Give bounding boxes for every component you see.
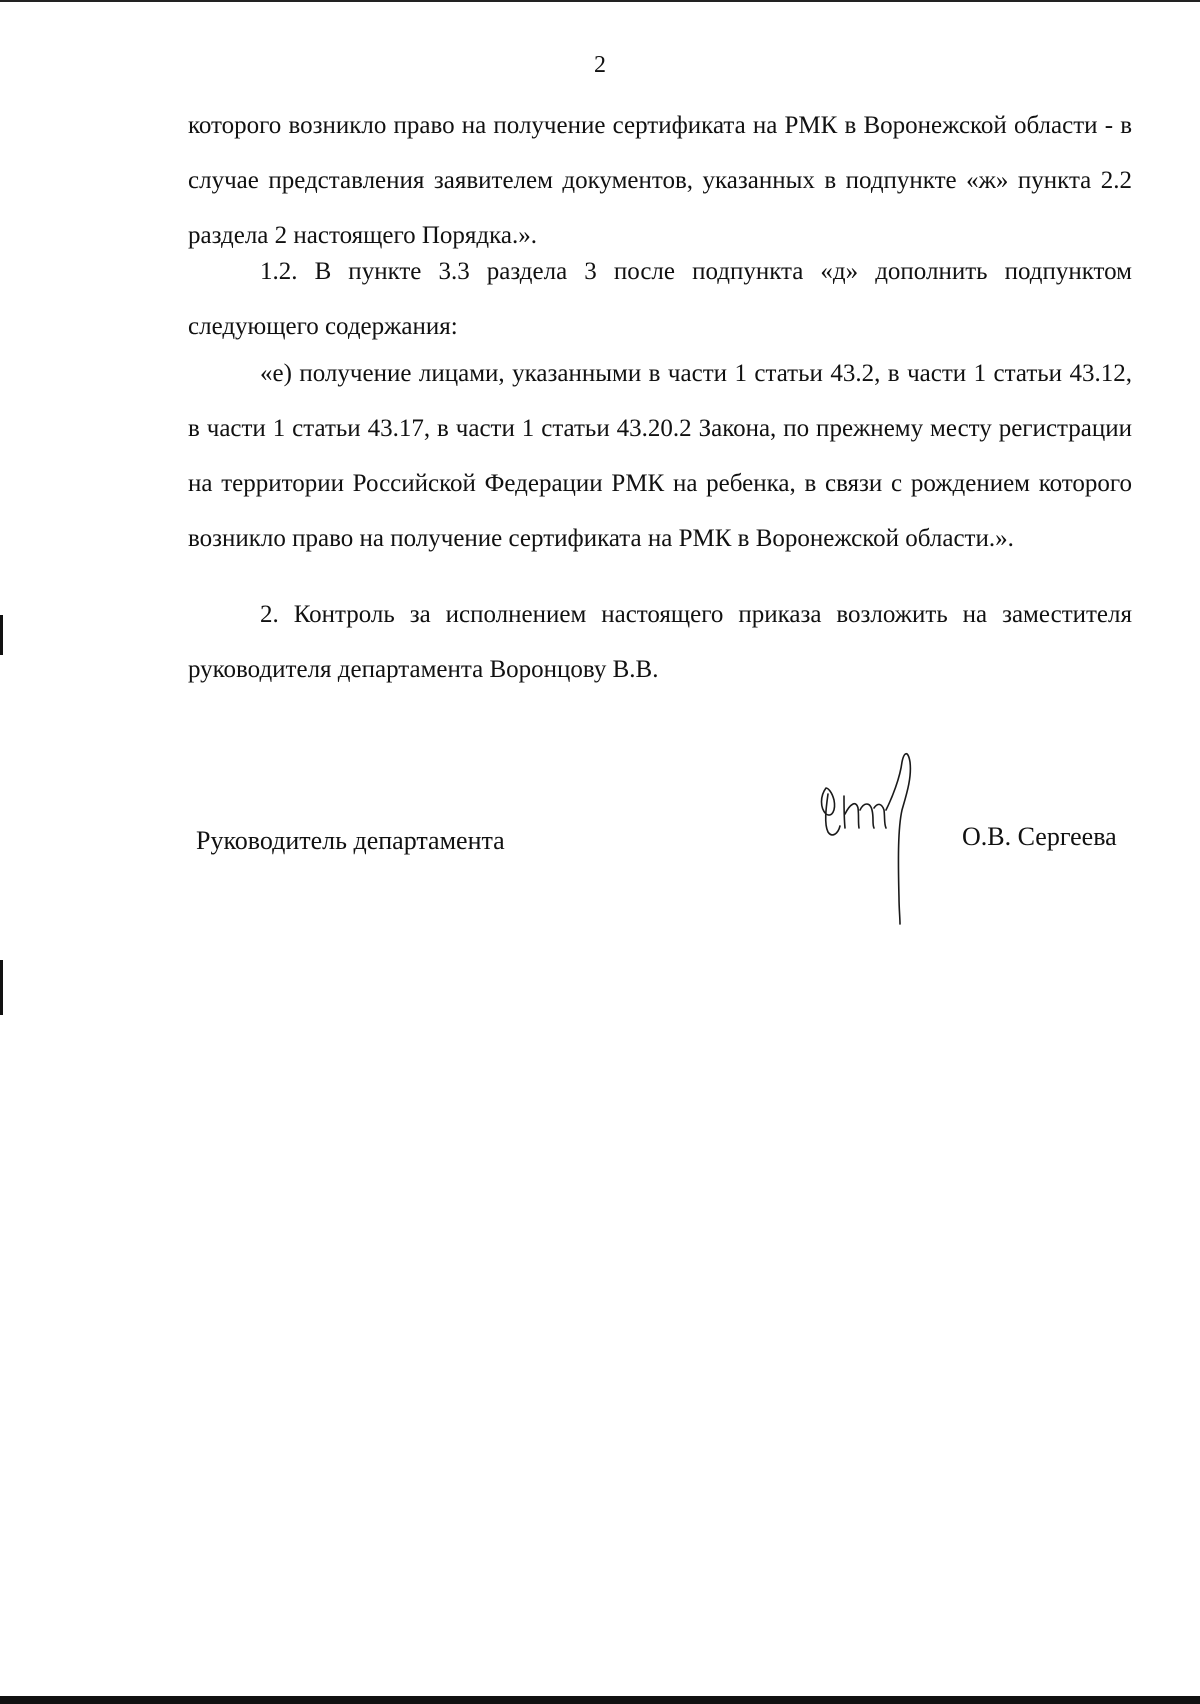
scan-edge-bottom (0, 1696, 1200, 1704)
paragraph-continuation (188, 98, 1132, 263)
page-number: 2 (594, 52, 606, 78)
handwritten-signature (818, 748, 938, 928)
paragraph-text: «е) получение лицами, указанными в части 1 статьи 43.2, в части 1 статьи 43.12, в части 1 статьи 43.17, в части 1 статьи 43.20.2 Закона, по прежнему месту регистрации на территории Российской Федерации РМК на ребенка, в связи с рождением которого возникло право на получение сертификата на РМК в Воронежской области.». (188, 360, 1132, 552)
paragraph-text: 2. Контроль за исполнением настоящего приказа возложить на заместителя руководителя департамента Воронцову В.В. (188, 601, 1132, 683)
scan-edge-top (0, 0, 1200, 2)
paragraph-subitem-e (188, 346, 1132, 566)
paragraph-item-1-2 (188, 244, 1132, 354)
paragraph-text: которого возникло право на получение сертификата на РМК в Воронежской области - в случае представления заявителем документов, указанных в подпункте «ж» пункта 2.2 раздела 2 настоящего Порядка.». (188, 112, 1132, 249)
paragraph-item-2 (188, 587, 1132, 697)
paragraph-text: 1.2. В пункте 3.3 раздела 3 после подпункта «д» дополнить подпунктом следующего содержания: (188, 258, 1132, 340)
scan-edge-mark (0, 615, 3, 655)
signer-name: О.В. Сергеева (962, 822, 1117, 851)
signatory-position: Руководитель департамента (196, 826, 505, 855)
scan-edge-mark (0, 960, 3, 1015)
